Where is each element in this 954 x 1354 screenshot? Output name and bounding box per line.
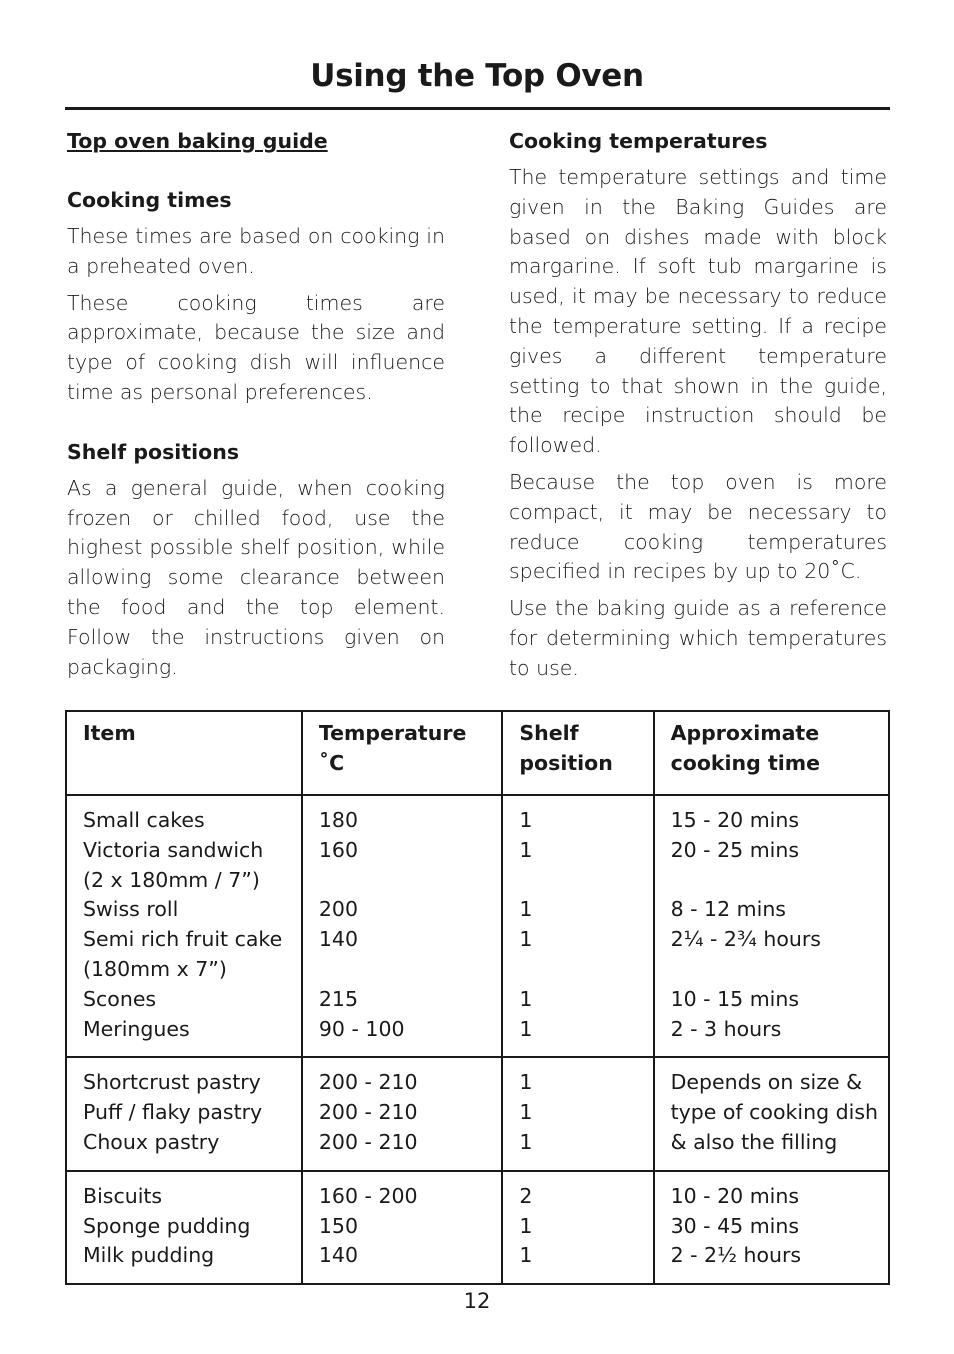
temperature-text: 200 [318, 897, 359, 922]
right-column [509, 126, 887, 684]
page-title: Using the Top Oven [310, 58, 644, 94]
shelf-text: 1 [519, 808, 533, 832]
header-item-line: Item [83, 721, 136, 745]
item-text: Meringues [83, 1016, 190, 1041]
baking-guide-table [65, 710, 890, 1285]
shelf-text: 1 [519, 1070, 533, 1095]
temperature-text: 150 [318, 1213, 359, 1238]
shelf-text: 1 [519, 986, 533, 1011]
time-text: Depends on size & [670, 1070, 863, 1095]
item-text: Scones [83, 986, 157, 1011]
shelf-text: 1 [519, 1100, 533, 1125]
temperature-text: 200 - 210 [318, 1100, 418, 1125]
cooking-times-heading: Cooking times [67, 188, 232, 212]
header-time [654, 711, 889, 795]
shelf-positions-paragraph: As a general guide, when cooking frozen or chilled food, use the highest possible shelf position, while allowing some clearance between the food and the top element. Follow the instructions given on packaging. [67, 475, 445, 679]
cell-times [654, 1171, 889, 1284]
temperature-text: 180 [318, 808, 359, 832]
temperature-text: 200 - 210 [318, 1129, 418, 1154]
cooking-temperatures-heading: Cooking temperatures [509, 129, 768, 153]
item-text: Victoria sandwich [83, 837, 264, 862]
time-text: & also the filling [670, 1129, 838, 1154]
time-text: 30 - 45 mins [670, 1213, 800, 1238]
cell-items [66, 1171, 302, 1284]
temperature-text: 90 - 100 [318, 1016, 405, 1041]
time-text: 20 - 25 mins [670, 837, 800, 862]
time-text: 10 - 20 mins [670, 1183, 800, 1208]
shelf-text [519, 866, 642, 896]
title-divider [65, 107, 890, 110]
item-text: (180mm x 7”) [83, 956, 227, 981]
time-text [671, 955, 878, 985]
item-text: Shortcrust pastry [83, 1070, 261, 1095]
header-time-line: Approximate [670, 721, 820, 745]
shelf-text: 1 [519, 837, 533, 862]
header-shelf-line: Shelf [519, 721, 579, 745]
header-temperature-line: Temperature [318, 721, 467, 745]
cooking-temperatures-paragraph-2: Because the top oven is more compact, it may be necessary to reduce cooking temperatures specified in recipes by up to 20˚C. [509, 469, 887, 584]
temperature-text [319, 955, 491, 985]
time-text: 15 - 20 mins [670, 808, 800, 832]
baking-guide-heading: Top oven baking guide [67, 129, 328, 153]
header-shelf-line: position [519, 750, 613, 775]
cooking-times-paragraph-2: These cooking times are approximate, because the size and type of cooking dish will influence time as personal preferences. [67, 290, 445, 404]
cooking-temperatures-paragraph-1: The temperature settings and time given in the Baking Guides are based on dishes made with block margarine. If soft tub margarine is used, it may be necessary to reduce the temperature setting. If a recipe gives a different temperature setting to that shown in the guide, the recipe instruction should be followed. [509, 165, 887, 458]
item-text: Semi rich fruit cake [83, 927, 283, 952]
cell-shelves [502, 1057, 653, 1170]
item-text: Sponge pudding [83, 1213, 251, 1238]
temperature-text: 140 [318, 927, 359, 952]
cell-times [654, 795, 889, 1057]
item-text: Swiss roll [83, 897, 179, 922]
shelf-text [519, 955, 642, 985]
shelf-text: 1 [519, 1129, 533, 1154]
item-text: Milk pudding [83, 1243, 215, 1268]
temperature-text: 215 [318, 986, 359, 1011]
cell-items [66, 795, 302, 1057]
header-temperature [302, 711, 502, 795]
time-text: 2 - 2½ hours [670, 1243, 802, 1268]
table-header-row [66, 711, 889, 795]
item-text: Choux pastry [83, 1129, 220, 1154]
table-row [66, 795, 889, 1057]
item-text: Puff / flaky pastry [83, 1100, 263, 1125]
item-text: (2 x 180mm / 7”) [83, 867, 260, 892]
header-time-line: cooking time [670, 750, 821, 775]
cooking-times-paragraph-1: These times are based on cooking in a preheated oven. [67, 224, 445, 278]
shelf-text: 1 [519, 897, 533, 922]
time-text: 8 - 12 mins [670, 897, 786, 922]
table-row [66, 1171, 889, 1284]
page-number: 12 [463, 1289, 491, 1313]
cell-times [654, 1057, 889, 1170]
shelf-text: 1 [519, 927, 533, 952]
cell-temperatures [302, 1057, 502, 1170]
temperature-text: 160 - 200 [318, 1183, 418, 1208]
shelf-text: 1 [519, 1016, 533, 1041]
temperature-text: 140 [318, 1243, 359, 1268]
header-item [66, 711, 302, 795]
cell-shelves [502, 1171, 653, 1284]
cell-shelves [502, 795, 653, 1057]
temperature-text: 200 - 210 [318, 1070, 418, 1095]
cell-temperatures [302, 1171, 502, 1284]
left-column [67, 126, 445, 682]
temperature-text: 160 [318, 837, 359, 862]
shelf-text: 1 [519, 1243, 533, 1268]
time-text: 2¼ - 2¾ hours [670, 927, 821, 952]
item-text: Small cakes [83, 808, 205, 832]
shelf-text: 2 [519, 1183, 533, 1208]
cell-items [66, 1057, 302, 1170]
table-row [66, 1057, 889, 1170]
time-text: 10 - 15 mins [670, 986, 800, 1011]
shelf-positions-heading: Shelf positions [67, 439, 240, 464]
time-text: type of cooking dish [670, 1100, 878, 1125]
header-shelf [502, 711, 653, 795]
shelf-text: 1 [519, 1213, 533, 1238]
cell-temperatures [302, 795, 502, 1057]
cooking-temperatures-paragraph-3: Use the baking guide as a reference for determining which temperatures to use. [509, 596, 887, 680]
temperature-text [319, 866, 491, 896]
time-text: 2 - 3 hours [670, 1016, 782, 1041]
time-text [671, 866, 878, 896]
header-temperature-unit: ˚C [318, 750, 345, 775]
item-text: Biscuits [83, 1183, 163, 1208]
